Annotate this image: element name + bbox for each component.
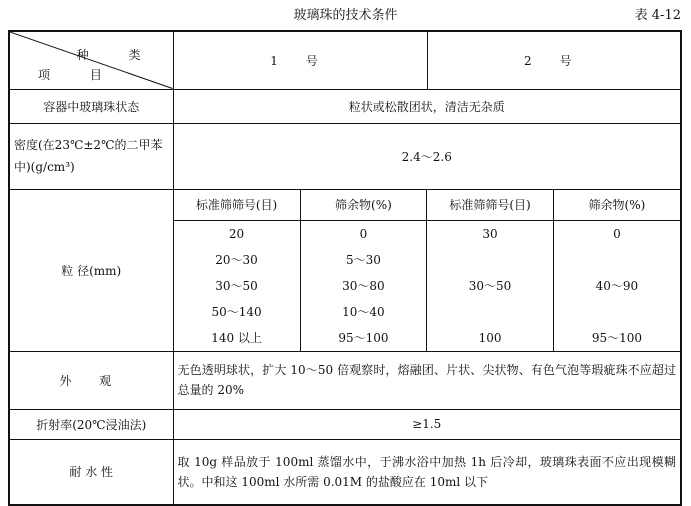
sub-header: 筛余物(%)	[553, 190, 680, 221]
g1-residue: 30～80	[300, 273, 427, 299]
g1-residue: 10～40	[300, 299, 427, 325]
table-row	[174, 325, 681, 351]
row-water-resistance	[9, 439, 681, 505]
g1-mesh: 140 以上	[211, 331, 262, 345]
state-label: 容器中玻璃珠状态	[9, 89, 173, 123]
g2-mesh: 30	[427, 220, 554, 247]
sieve-table	[174, 190, 681, 351]
g1-residue: 5～30	[300, 247, 427, 273]
table-row	[174, 273, 681, 299]
g1-mesh: 30～50	[215, 279, 258, 293]
row-refractive-index	[9, 409, 681, 439]
g2-residue	[553, 299, 680, 325]
tech-conditions-table	[8, 30, 682, 506]
column-header-2: 2 号	[427, 31, 681, 89]
g1-residue: 95～100	[300, 325, 427, 351]
water-resistance-value: 取 10g 样品放于 100ml 蒸馏水中，于沸水浴中加热 1h 后冷却，玻璃珠表面不应出现模糊状。中和这 100ml 水所需 0.01M 的盐酸应在 10ml 以下	[173, 439, 681, 505]
g2-residue: 40～90	[553, 273, 680, 299]
table-row	[174, 247, 681, 273]
table-number: 表 4-12	[634, 8, 681, 23]
g1-mesh: 50～140	[211, 305, 262, 319]
g2-mesh	[427, 299, 554, 325]
g2-residue	[553, 247, 680, 273]
state-value: 粒状或松散团状，清洁无杂质	[173, 89, 681, 123]
row-particle-size	[9, 189, 681, 351]
g2-mesh: 100	[427, 325, 554, 351]
g2-residue: 95～100	[553, 325, 680, 351]
header-row	[9, 31, 681, 89]
g2-mesh	[427, 247, 554, 273]
g2-mesh: 30～50	[427, 273, 554, 299]
row-density	[9, 123, 681, 189]
table-row	[174, 220, 681, 247]
particle-size-grid	[173, 189, 681, 351]
g1-residue: 0	[300, 220, 427, 247]
row-state	[9, 89, 681, 123]
g1-mesh: 20～30	[215, 253, 258, 267]
row-appearance	[9, 351, 681, 409]
density-label: 密度(在23℃±2℃的二甲苯中)(g/cm³)	[9, 123, 173, 189]
g2-residue: 0	[553, 220, 680, 247]
column-header-1: 1 号	[173, 31, 427, 89]
table-row	[174, 299, 681, 325]
appearance-value: 无色透明球状，扩大 10～50 倍观察时，熔融团、片状、尖状物、有色气泡等瑕疵珠不应超过总量的 20%	[173, 351, 681, 409]
g1-mesh: 20	[228, 226, 245, 241]
corner-top-label: 种 类	[76, 48, 159, 62]
refractive-label: 折射率(20℃浸油法)	[9, 409, 173, 439]
diagonal-header-cell	[9, 31, 173, 89]
sub-header: 标准筛筛号(目)	[174, 190, 301, 221]
corner-bottom-label: 项 目	[38, 67, 120, 82]
sub-header: 筛余物(%)	[300, 190, 427, 221]
density-value: 2.4～2.6	[173, 123, 681, 189]
water-resistance-label: 耐 水 性	[9, 439, 173, 505]
table-title: 玻璃珠的技术条件	[293, 8, 398, 23]
particle-size-label: 粒 径(mm)	[9, 189, 173, 351]
sub-header: 标准筛筛号(目)	[427, 190, 554, 221]
refractive-value: ≥1.5	[173, 409, 681, 439]
appearance-label: 外 观	[9, 351, 173, 409]
